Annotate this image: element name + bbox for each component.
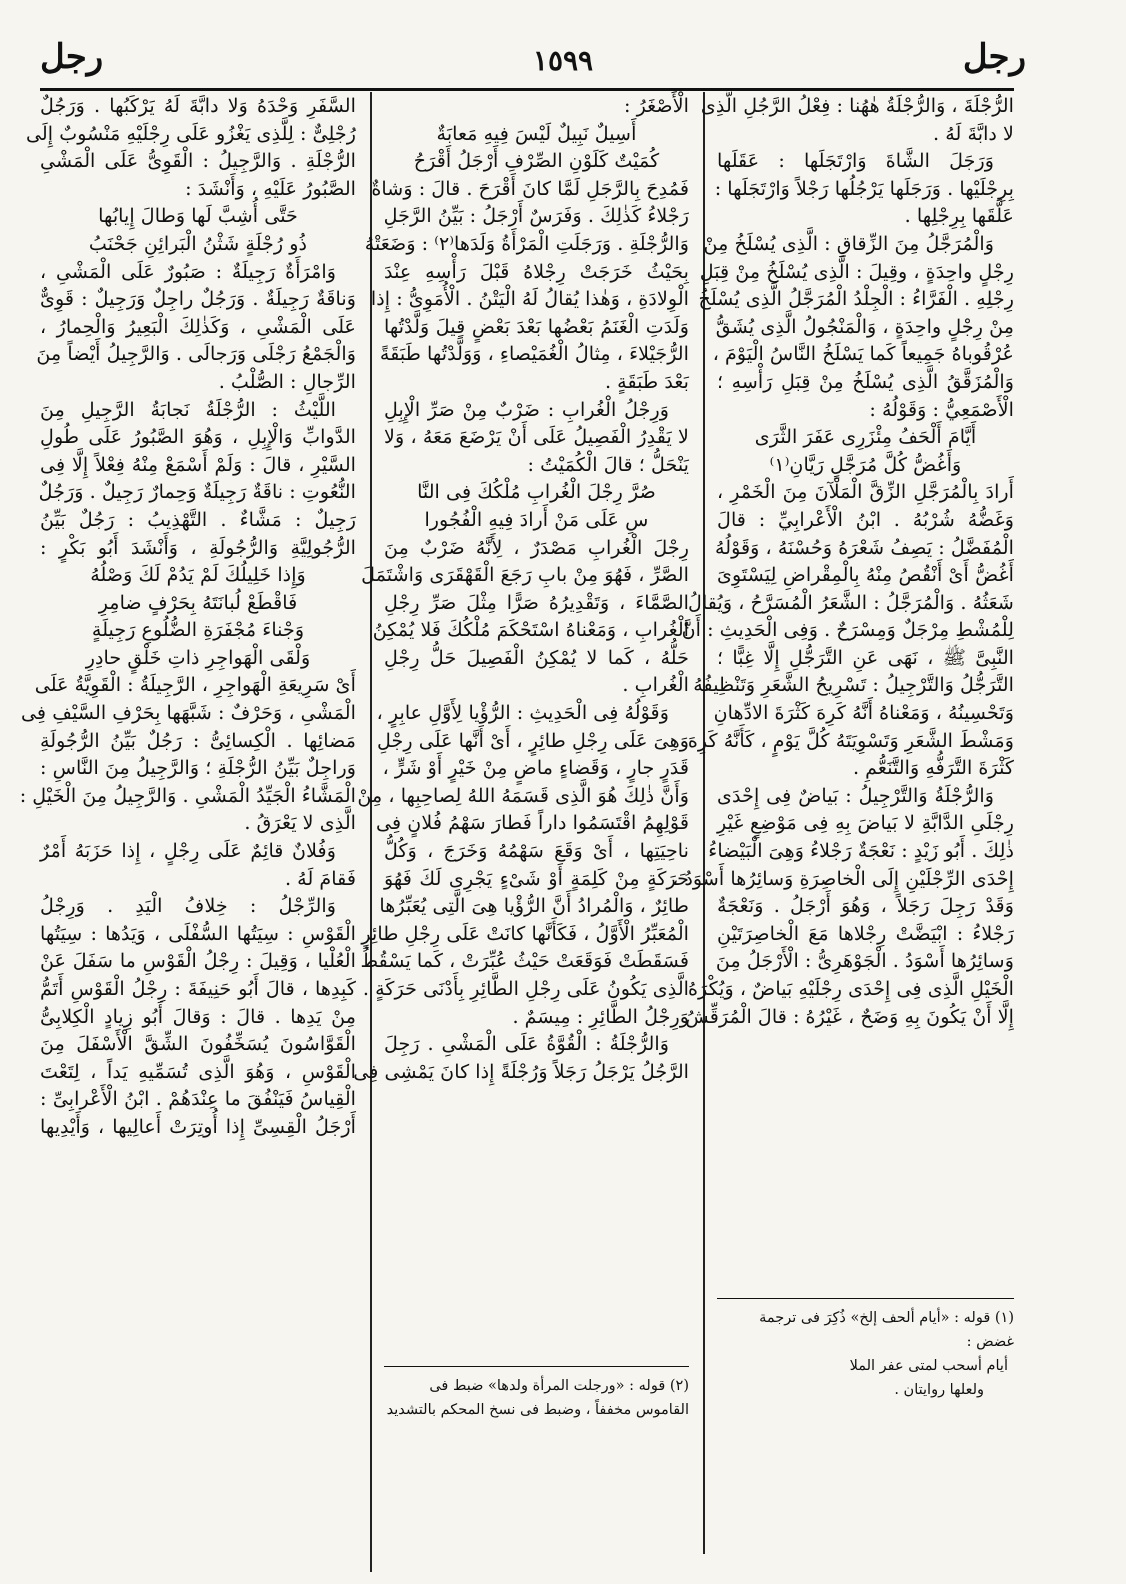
text-column-right <box>672 92 1014 1030</box>
footnote-line: غضض : <box>966 1334 1014 1350</box>
text-line: بِرِجْلَيْها . وَرَجَلَها يَرْجُلُها رَجْلاً وَارْتَجَلَها : <box>714 176 1014 200</box>
footnote-line: ولعلها روايتان . <box>894 1382 984 1398</box>
text-line: الرُّجُولِيَّةِ وَالرُّجُولَةِ ، وَأَنْشَدَ أَبُو بَكْرٍ : <box>40 535 356 559</box>
header-rule <box>40 88 1014 91</box>
footnote-middle <box>384 1374 689 1422</box>
text-line: رِجْلَ الْغُرابِ مَصْدَرٌ ، لِأَنَّهُ ضَرْبٌ مِنَ <box>384 535 689 559</box>
text-line: وَالرُّجْلَةِ . وَرَجَلَتِ الْمَرْأَةُ وَلَدَها⁽٢⁾ : وَضَعَتْهُ <box>364 231 689 255</box>
text-line: الدَّوابِّ وَالْإِبِلِ ، وَهُوَ الصَّبُورُ عَلَى طُولِ <box>40 425 356 449</box>
text-line: الرُّجَيْلاءَ ، مِثالُ الْغُمَيْصاءِ ، وَوَلَّدْتُها طَبَقَةً <box>379 342 689 366</box>
verse-line: سِ عَلَى مَنْ أَرادَ فِيهِ الْفُجُورا <box>424 507 649 531</box>
text-line: الْقَوَّاسُونَ يُسَخِّفُونَ الشِّقَّ الْأَسْفَلَ مِنَ <box>40 1032 356 1056</box>
text-line: وَفُلانٌ قائِمٌ عَلَى رِجْلٍ ، إِذا حَزَبَهُ أَمْرٌ <box>40 839 336 863</box>
text-line: فَسَقَطَتْ فَوَقَعَتْ حَيْثُ عُبِّرَتْ ، كَما يَسْقُطُ <box>360 949 689 973</box>
footnote-right <box>717 1306 1014 1402</box>
text-line: عَلَّقَها بِرِجْلِها . <box>904 204 1014 228</box>
text-line: وَالرُّجْلَةُ : الْقُوَّةُ عَلَى الْمَشْىِ . رَجِلَ <box>384 1032 669 1056</box>
text-line: وَغَضُّهُ شُرْبُهُ . ابْنُ الْأَعْرابِيِّ : قالَ <box>717 507 1014 531</box>
text-line: الْأَصْمَعِيُّ : وَقَوْلُهُ : <box>869 397 1014 421</box>
text-line: وَقَوْلُهُ فِى الْحَدِيثِ : الرُّؤْيا لِأَوَّلِ عابِرٍ ، <box>376 701 669 725</box>
text-line: وَامْرَأَةٌ رَجِيلَةٌ : صَبُورٌ عَلَى الْمَشْىِ ، <box>40 259 336 283</box>
text-line: رِجْلٍ واحِدَةٍ ، وقِيلَ : الَّذِى يُسْلَخُ مِنْ قِبَلِ <box>699 259 1014 283</box>
text-line: بَعْدَ طَبَقَةٍ . <box>604 369 689 393</box>
text-line: الْوِلادَةِ ، وَهٰذا يُقالُ لَهُ الْيَتْنُ . الْأُمَوِىُّ : إِذا <box>370 287 689 311</box>
text-line: الْأَصْغَرُ : <box>624 94 689 117</box>
text-line: الرُّجْلَةَ ، وَالرُّجْلَةُ هٰهُنا : فِعْلُ الرَّجُلِ الَّذِى <box>700 94 1014 117</box>
text-line: كَبِدِها ، قالَ أَبُو حَنِيفَةَ : رِجْلُ الْقَوْسِ أَتَمُّ <box>40 977 356 1000</box>
footnote-rule-right <box>717 1298 1014 1299</box>
text-line: الْخَيْلِ الَّذِى فِى إِحْدَى رِجْلَيْهِ بَياضٌ ، وَيُكْرَهُ <box>687 977 1014 1000</box>
text-line: فَقامَ لَهُ . <box>284 866 356 890</box>
text-line: وَالْجَمْعُ رَجْلَى وَرَجالَى . وَالرَّجِيلُ أَيْضاً مِنَ <box>36 342 356 366</box>
text-line: الرِّجالِ : الصُّلْبُ . <box>218 369 356 393</box>
text-line: اللَّيْثُ : الرُّجْلَةُ نَجابَةُ الرَّجِيلِ مِنَ <box>40 397 336 421</box>
text-line: عُرْقُوباهُ جَمِيعاً كَما يَسْلَخُ النَّاسُ الْيَوْمَ ، <box>712 342 1014 366</box>
text-line: أَرْجَلُ الْقِسِىِّ إِذا أُوتِرَتْ أَعالِيها ، وَأَيْدِيها <box>40 1114 356 1138</box>
text-line: الْقَوْسِ ، وَهُوَ الَّذِى تُسَمِّيهِ يَداً ، لِتَعْتَ <box>40 1059 356 1083</box>
text-line: مِنْ رِجْلٍ واحِدَةٍ ، وَالْمَنْجُولُ الَّذِى يُشَقُّ <box>715 314 1014 338</box>
text-line: الْقَوْسِ : سِيَتُها السُّفْلَى ، وَيَدُها : سِيَتُها <box>40 921 356 945</box>
text-line: السَّفَرِ وَحْدَهُ وَلا دابَّةَ لَهُ يَرْكَبُها . وَرَجُلٌ <box>40 94 356 117</box>
text-line: السَّيْرِ ، قالَ : وَلَمْ أَسْمَعْ مِنْهُ فِعْلاً إِلَّا فِى <box>40 452 356 476</box>
text-line: وَتَحْسِينُهُ ، وَمَعْناهُ أَنَّهُ كَرِهَ كَثْرَةَ الادِّهانِ <box>713 701 1014 725</box>
text-line: وَرِجْلُ الطَّائِرِ : مِيسَمٌ . <box>512 1004 689 1028</box>
text-line: الْمَشَّاءُ الْجَيِّدُ الْمَشْىِ . وَالرَّجِيلُ مِنَ الْخَيْلِ : <box>19 783 356 807</box>
text-line: رَجْلاءُ كَذٰلِكَ . وَفَرَسٌ أَرْجَلُ : بَيِّنُ الرَّجَلِ <box>383 204 689 228</box>
column-divider-left <box>370 92 372 1572</box>
text-line: وَالْمُرَجَّلُ مِنَ الزِّقاقِ : الَّذِى يُسْلَخُ مِنْ <box>703 231 994 255</box>
text-line: الَّذِى يَكُونُ عَلَى رِجْلِ الطَّائِرِ بِأَدْنَى حَرَكَةٍ . <box>362 977 689 1000</box>
text-line: الصَّبُورُ عَلَيْهِ ، وَأَنْشَدَ : <box>185 176 356 200</box>
text-line: بِحَيْثُ خَرَجَتْ رِجْلاهُ قَبْلَ رَأْسِهِ عِنْدَ <box>384 259 689 283</box>
verse-line: فَاقْطَعْ لُبانَتَهُ بِحَرْفٍ ضامِرِ <box>98 590 298 614</box>
text-line: أَرادَ بِالْمُرَجَّلِ الزِّقَّ الْمَلْآنَ مِنَ الْخَمْرِ ، <box>717 480 1014 504</box>
text-line: لا دابَّةَ لَهُ . <box>933 121 1014 145</box>
text-line: وَلَدَتِ الْغَنَمُ بَعْضُها بَعْدَ بَعْضٍ قِيلَ وَلَّدْتُها <box>384 314 689 338</box>
text-line: الرُّجْلَةِ . وَالرَّجِيلُ : الْقَوِىُّ عَلَى الْمَشْىِ <box>40 149 356 173</box>
text-line: رَجْلاءُ : ابْيَضَّتْ رِجْلاها مَعَ الْخاصِرَتَيْنِ <box>717 921 1014 945</box>
verse-line: كُمَيْتٌ كَلَوْنِ الصِّرْفِ أَرْجَلُ أَقْرَحُ <box>413 149 660 173</box>
text-line: كَثْرَةَ التَّرَفُّهِ وَالتَّنَعُّمِ . <box>852 756 1014 780</box>
text-line: قَدَرٍ جارٍ ، وَقَضاءٍ ماضٍ مِنْ خَيْرٍ أَوْ شَرٍّ ، <box>382 756 689 780</box>
verse-line: أَيَّامَ أَلْحَفُ مِئْزَرِى عَفَرَ الثَّرَى <box>754 425 977 449</box>
text-column-middle <box>353 92 689 1085</box>
text-line: وَالرُّجْلَةُ وَالتَّرْجِيلُ : بَياضٌ فِى إِحْدَى <box>717 783 994 807</box>
text-line: الصَّرِّ ، فَهُوَ مِنْ بابِ رَجَعَ الْقَهْقَرَى وَاشْتَمَلَ <box>361 563 689 587</box>
text-line: طائِرٌ ، وَالْمُرادُ أَنَّ الرُّؤْيا هِىَ الَّتِى يُعَبِّرُها <box>379 894 689 918</box>
text-line: وَمَشْطَ الشَّعَرِ وَتَسْوِيَتَهُ كُلَّ يَوْمٍ ، كَأَنَّهُ كَرِهَ <box>687 728 1014 752</box>
text-line: الْمُعَبِّرُ الْأَوَّلُ ، فَكَأَنَّها كانَتْ عَلَى رِجْلِ طائِرٍ <box>361 921 689 945</box>
text-line: الْغُرابِ ، وَمَعْناهُ اسْتَحْكَمَ مُلْكُكَ فَلا يُمْكِنُ <box>372 618 689 642</box>
text-line: الْغُرابِ . <box>622 673 689 697</box>
footnote-line: (١) قوله : «أيام ألحف إلخ» ذُكِرَ فى ترجمة <box>759 1310 1014 1326</box>
text-line: النَّبِىَّ ﷺ ، نَهَى عَنِ التَّرَجُّلِ إِلَّا غِبًّا ؛ <box>717 645 1014 669</box>
text-line: وَراجِلٌ بَيِّنُ الرُّجْلَةِ ؛ وَالرَّجِيلُ مِنَ النَّاسِ : <box>40 756 356 780</box>
footnote-line: (٢) قوله : «ورجلت المرأة ولدها» ضبط فى <box>429 1378 689 1394</box>
page-number: ١٥٩٩ <box>532 44 594 77</box>
verse-line: وَأَغُضُّ كُلَّ مُرَجَّلٍ رَيَّانِ⁽١⁾ <box>769 452 962 476</box>
text-line: الْعُلْيا ، وَقِيلَ : رِجْلُ الْقَوْسِ ما سَفَلَ عَنْ <box>40 949 356 973</box>
text-line: رِجْلِهِ . الْفَرَّاءُ : الْجِلْدُ الْمُرَجَّلُ الَّذِى يُسْلَخُ <box>698 287 1014 311</box>
text-line: الرَّجُلُ يَرْجَلُ رَجَلاً وَرُجْلَةً إِذا كانَ يَمْشِى فِى <box>353 1059 689 1083</box>
verse-line: صُرَّ رِجْلَ الْغُرابِ مُلْكُكَ فِى النَّا <box>417 480 656 504</box>
text-line: إِحْدَى الرِّجْلَيْنِ إِلَى الْخاصِرَةِ وَسائِرُها أَسْوَدُ ، <box>672 866 1014 890</box>
text-line: الْمَشْىِ ، وَحَرْفٌ : شَبَّهَها بِحَرْفِ السَّيْفِ فِى <box>20 701 356 725</box>
footnote-verse: أيام أسحب لمتى عفر الملا <box>849 1358 1008 1374</box>
text-line: الصَّمَّاءَ ، وَتَقْدِيرُهُ صَرًّا مِثْلَ صَرِّ رِجْلِ <box>384 590 689 614</box>
verse-line: حَتَّى أُشِبَّ لَها وَطالَ إِيابُها <box>98 204 298 228</box>
footnote-line: القاموس مخففاً ، وضبط فى نسخ المحكم بالتشديد <box>386 1402 689 1418</box>
header-root-word-left: رجل <box>40 37 104 77</box>
text-line: النُّعُوتِ : ناقَةٌ رَجِيلَةٌ وَحِمارٌ رَجِيلٌ . وَرَجُلٌ <box>38 480 356 504</box>
text-line: رَجِيلٌ : مَشَّاءٌ . التَّهْذِيبُ : رَجُلٌ بَيِّنُ <box>40 507 356 531</box>
text-line: أَىْ سَرِيعَةِ الْهَواجِرِ ، الرَّجِيلَةُ : الْقَوِيَّةُ عَلَى <box>34 673 356 697</box>
text-line: الَّذِى لا يَعْرَقُ . <box>244 811 356 835</box>
verse-line: أَسِيلٌ نَبِيلٌ لَيْسَ فِيهِ مَعابَةٌ <box>436 121 637 145</box>
text-line: أَغُضُّ أَىْ أَنْقُصُ مِنْهُ بِالْمِقْراضِ لِيَسْتَوِىَ <box>717 563 1014 587</box>
text-line: حَلُّهُ ، كَما لا يُمْكِنُ الْفَصِيلَ حَلُّ رِجْلِ <box>384 645 689 669</box>
text-line: قَوْلِهِمُ اقْتَسَمُوا داراً فَطارَ سَهْمُ فُلانٍ فِى <box>376 811 689 835</box>
text-line: رُجْلِىٌّ : لِلَّذِى يَغْزُو عَلَى رِجْلَيْهِ مَنْسُوبٌ إِلَى <box>25 121 356 145</box>
text-line: وَالرِّجْلُ : خِلافُ الْيَدِ . وَرِجْلُ <box>40 894 336 918</box>
verse-line: وَجْناءَ مُجْفَرَةِ الضُّلُوعِ رَجِيلَةٍ <box>91 618 305 642</box>
text-line: شَعَثُهُ . وَالْمُرَجَّلُ : الشَّعَرُ الْمُسَرَّحُ ، وَيُقالُ <box>688 590 1014 614</box>
text-column-left <box>19 92 356 1141</box>
text-line: مِنْ يَدِها . قالَ : وَقالَ أَبُو زِيادٍ الْكِلابِىُّ <box>40 1004 356 1028</box>
text-line: فَمُدِحَ بِالرَّجَلِ لَمَّا كانَ أَقْرَحَ . قالَ : وَشاةٌ <box>371 176 689 200</box>
text-line: لا يَقْدِرُ الْفَصِيلُ عَلَى أَنْ يَرْضَعَ مَعَهُ ، وَلا <box>384 425 689 449</box>
text-line: وَأَنَّ ذٰلِكَ هُوَ الَّذِى قَسَمَهُ اللهُ لِصاحِبِها ، مِنْ <box>357 783 689 807</box>
verse-line: وَلْقَى الْهَواجِرِ ذاتِ خَلْقٍ حادِرِ <box>85 645 311 669</box>
text-line: إِلَّا أَنْ يَكُونَ بِهِ وَضَحٌ ، غَيْرُهُ : قالَ الْمُرَقِّشُ <box>685 1004 1014 1028</box>
text-line: الْقِياسُ فَيَنْفُقَ ما عِنْدَهُمْ . ابْنُ الْأَعْرابِىِّ : <box>40 1087 356 1111</box>
text-line: التَّرَجُّلُ وَالتَّرْجِيلُ : تَسْرِيحُ الشَّعَرِ وَتَنْظِيفُهُ <box>693 673 1014 697</box>
text-line: ناحِيَتِها ، أَىْ وَقَعَ سَهْمُهُ وَخَرَجَ ، وَكُلُّ <box>384 839 689 863</box>
text-line: يَنْحَلُّ ؛ قالَ الْكُمَيْتُ : <box>527 452 689 476</box>
text-line: عَلَى الْمَشْىِ ، وَكَذٰلِكَ الْبَعِيرُ وَالْحِمارُ ، <box>40 314 356 338</box>
text-line: وَرِجْلُ الْغُرابِ : ضَرْبٌ مِنْ صَرِّ الْإِبِلِ <box>384 397 669 421</box>
text-line: وَهِىَ عَلَى رِجْلِ طائِرٍ ، أَىْ أَنَّها عَلَى رِجْلِ <box>376 728 689 752</box>
text-line: وَقَدْ رَجِلَ رَجَلاً ، وَهُوَ أَرْجَلُ . وَنَعْجَةٌ <box>717 894 1014 918</box>
footnote-rule-middle <box>384 1366 689 1367</box>
text-line: لِلْمُشْطِ مِرْجَلٌ وَمِسْرَحٌ . وَفِى الْحَدِيثِ : أَنَّ <box>681 618 1014 642</box>
text-line: وَرَجَلَ الشَّاةَ وَارْتَجَلَها : عَقَلَها <box>717 149 994 173</box>
header-root-word-right: رجل <box>962 37 1026 77</box>
text-line: وَالْمُزَقَّقُ الَّذِى يُسْلَخُ مِنْ قِبَلِ رَأْسِهِ ؛ <box>717 369 1014 393</box>
verse-line: وَإِذا خَلِيلُكَ لَمْ يَدُمْ لَكَ وَصْلُهُ <box>90 563 306 587</box>
text-line: مَضائِها . الْكِسائِىُّ : رَجُلٌ بَيِّنُ الرُّجُولَةِ <box>40 728 356 752</box>
text-line: رِجْلَىِ الدَّابَّةِ لا بَياضَ بِهِ فِى مَوْضِعٍ غَيْرِ <box>717 811 1014 835</box>
text-line: وَسائِرُها أَسْوَدُ . الْجَوْهَرِىُّ : الْأَرْجَلُ مِنَ <box>715 949 1014 973</box>
verse-line: ذُو رُجْلَةٍ شَثْنُ الْبَرائِنِ جَحْنَبُ <box>88 231 308 255</box>
text-line: وَناقَةٌ رَجِيلَةٌ . وَرَجُلٌ راجِلٌ وَرَجِيلٌ : قَوِىٌّ <box>40 287 356 311</box>
text-line: ذٰلِكَ . أَبُو زَيْدٍ : نَعْجَةٌ رَجْلاءُ وَهِىَ الْبَيْضاءُ <box>708 839 1014 863</box>
text-line: الْمُفَضَّلُ : يَصِفُ شَعْرَهُ وَحُسْنَهُ ، وَقَوْلُهُ <box>714 535 1014 559</box>
text-line: حَرَكَةٍ مِنْ كَلِمَةٍ أَوْ شَىْءٍ يَجْرِى لَكَ فَهُوَ <box>384 866 689 890</box>
